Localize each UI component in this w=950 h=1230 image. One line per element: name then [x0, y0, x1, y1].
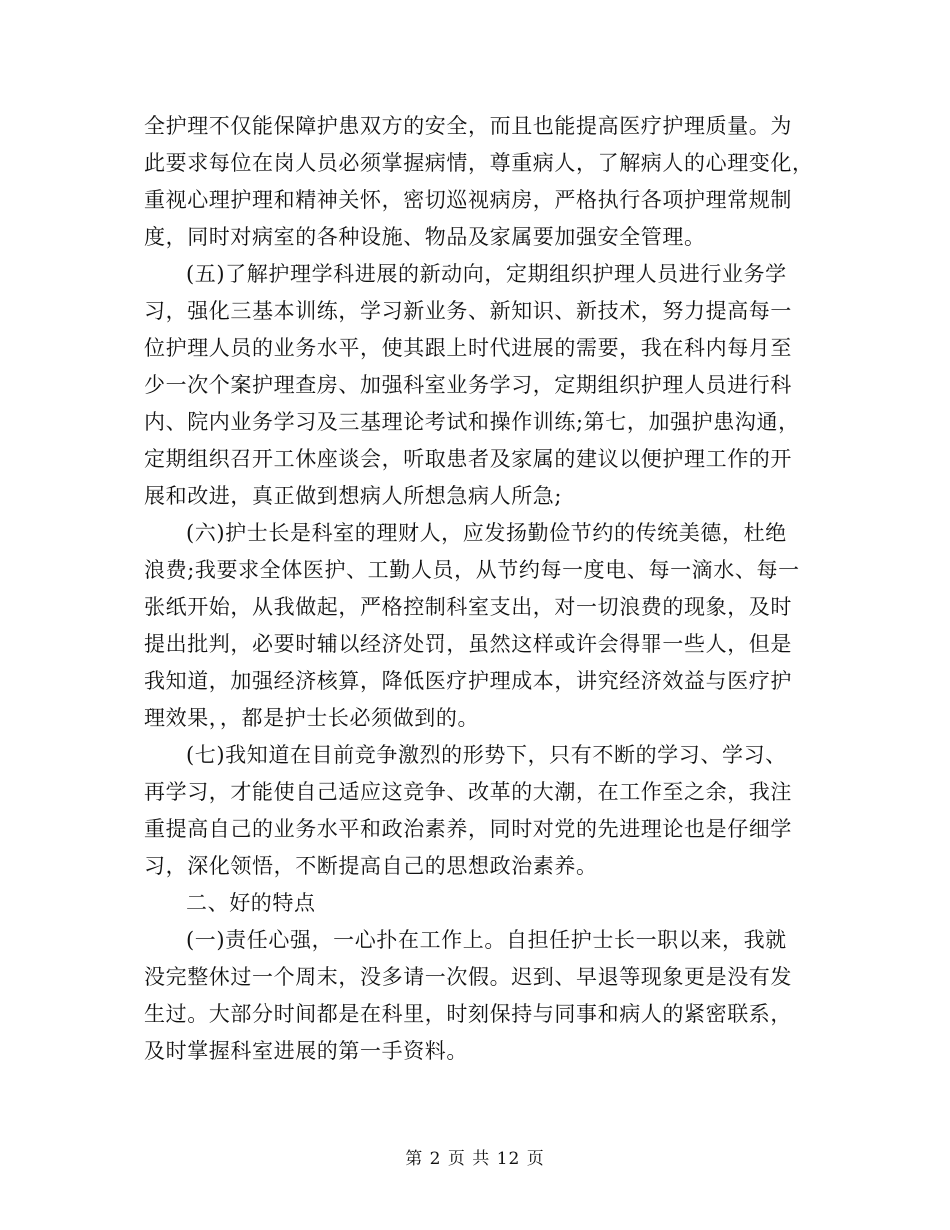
body-text-line: 生过。大部分时间都是在科里，时刻保持与同事和病人的紧密联系， — [144, 1002, 792, 1026]
body-text-line: 内、院内业务学习及三基理论考试和操作训练;第七，加强护患沟通， — [144, 410, 800, 434]
body-text-line: 习，强化三基本训练，学习新业务、新知识、新技术，努力提高每一 — [144, 299, 792, 323]
paragraph-heading-five: (五)了解护理学科进展的新动向，定期组织护理人员进行业务学 — [186, 262, 787, 286]
body-text-line: 提出批判，必要时辅以经济处罚，虽然这样或许会得罪一些人，但是 — [144, 632, 792, 656]
body-text-line: 及时掌握科室进展的第一手资料。 — [144, 1039, 468, 1063]
body-text-line: 度，同时对病室的各种设施、物品及家属要加强安全管理。 — [144, 225, 706, 249]
body-text-line: 我知道，加强经济核算，降低医疗护理成本，讲究经济效益与医疗护 — [144, 669, 792, 693]
body-text-line: 展和改进，真正做到想病人所想急病人所急; — [144, 484, 563, 508]
paragraph-heading-one: (一)责任心强，一心扑在工作上。自担任护士长一职以来，我就 — [186, 928, 787, 952]
body-text-line: 少一次个案护理查房、加强科室业务学习，定期组织护理人员进行科 — [144, 373, 792, 397]
paragraph-heading-seven: (七)我知道在目前竞争激烈的形势下，只有不断的学习、学习、 — [186, 743, 787, 767]
body-text-line: 定期组织召开工休座谈会，听取患者及家属的建议以便护理工作的开 — [144, 447, 792, 471]
body-text-line: 理效果，，都是护士长必须做到的。 — [144, 706, 480, 730]
body-text-line: 全护理不仅能保障护患双方的安全，而且也能提高医疗护理质量。为 — [144, 114, 792, 138]
body-text-line: 浪费;我要求全体医护、工勤人员，从节约每一度电、每一滴水、每一 — [144, 558, 800, 582]
page-number-footer: 第 2 页 共 12 页 — [405, 1149, 545, 1169]
body-text-line: 此要求每位在岗人员必须掌握病情，尊重病人，了解病人的心理变化， — [144, 151, 814, 175]
body-text-line: 张纸开始，从我做起，严格控制科室支出，对一切浪费的现象，及时 — [144, 595, 792, 619]
body-text-line: 位护理人员的业务水平，使其跟上时代进展的需要，我在科内每月至 — [144, 336, 792, 360]
section-heading: 二、好的特点 — [186, 891, 316, 915]
body-text-line: 没完整休过一个周末，没多请一次假。迟到、早退等现象更是没有发 — [144, 965, 792, 989]
body-text-line: 习，深化领悟，不断提高自己的思想政治素养。 — [144, 854, 598, 878]
body-text-line: 重提高自己的业务水平和政治素养，同时对党的先进理论也是仔细学 — [144, 817, 792, 841]
body-text-line: 重视心理护理和精神关怀，密切巡视病房，严格执行各项护理常规制 — [144, 188, 792, 212]
body-text-line: 再学习，才能使自己适应这竞争、改革的大潮，在工作至之余，我注 — [144, 780, 792, 804]
paragraph-heading-six: (六)护士长是科室的理财人，应发扬勤俭节约的传统美德，杜绝 — [186, 521, 787, 545]
